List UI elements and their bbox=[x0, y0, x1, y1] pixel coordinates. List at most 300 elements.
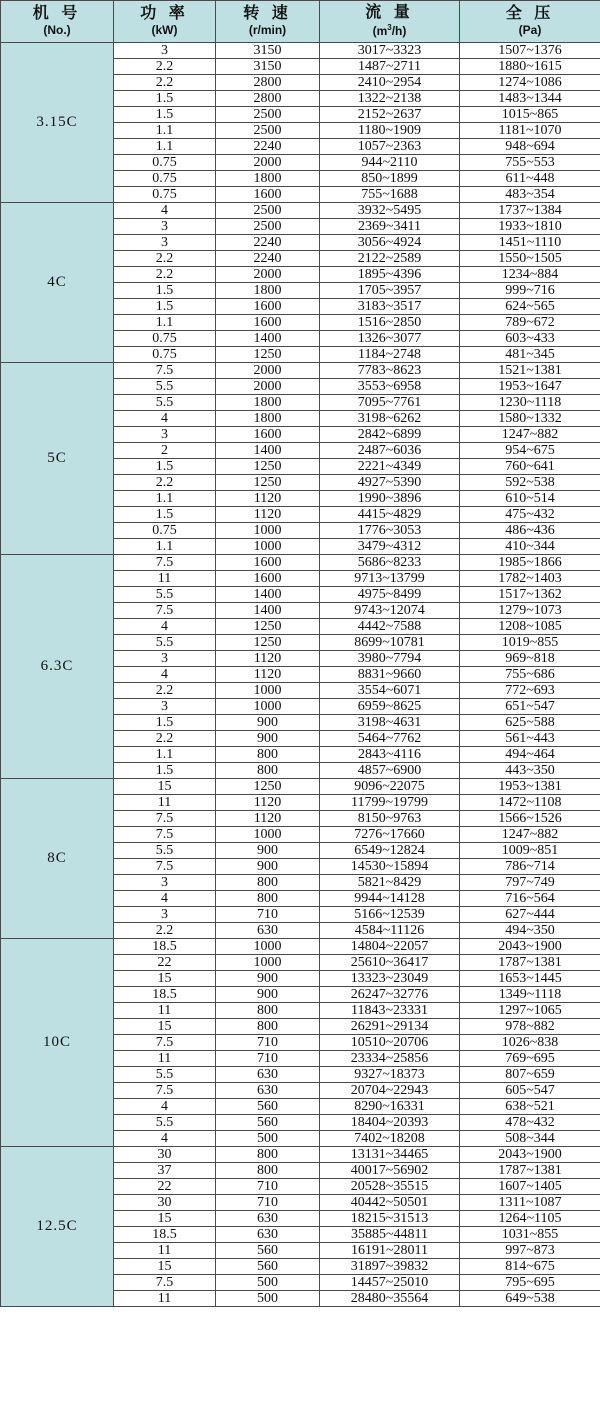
pressure-cell: 592~538 bbox=[460, 475, 600, 491]
airflow-cell: 1895~4396 bbox=[320, 267, 460, 283]
pressure-cell: 1234~884 bbox=[460, 267, 600, 283]
airflow-cell: 1990~3896 bbox=[320, 491, 460, 507]
header-unit: (r/min) bbox=[248, 22, 287, 37]
power-cell: 1.5 bbox=[114, 91, 216, 107]
pressure-cell: 1264~1105 bbox=[460, 1211, 600, 1227]
speed-cell: 1120 bbox=[216, 651, 320, 667]
pressure-cell: 1517~1362 bbox=[460, 587, 600, 603]
airflow-cell: 8831~9660 bbox=[320, 667, 460, 683]
airflow-cell: 4975~8499 bbox=[320, 587, 460, 603]
pressure-cell: 760~641 bbox=[460, 459, 600, 475]
airflow-cell: 9327~18373 bbox=[320, 1067, 460, 1083]
pressure-cell: 483~354 bbox=[460, 187, 600, 203]
airflow-cell: 7402~18208 bbox=[320, 1131, 460, 1147]
pressure-cell: 611~448 bbox=[460, 171, 600, 187]
speed-cell: 900 bbox=[216, 859, 320, 875]
header-unit: (kW) bbox=[151, 22, 178, 37]
pressure-cell: 486~436 bbox=[460, 523, 600, 539]
speed-cell: 1800 bbox=[216, 283, 320, 299]
pressure-cell: 443~350 bbox=[460, 763, 600, 779]
model-number-cell: 8C bbox=[1, 779, 114, 939]
speed-cell: 500 bbox=[216, 1275, 320, 1291]
power-cell: 7.5 bbox=[114, 1035, 216, 1051]
power-cell: 11 bbox=[114, 1291, 216, 1307]
speed-cell: 2800 bbox=[216, 75, 320, 91]
speed-cell: 2240 bbox=[216, 139, 320, 155]
pressure-cell: 610~514 bbox=[460, 491, 600, 507]
power-cell: 22 bbox=[114, 1179, 216, 1195]
pressure-cell: 795~695 bbox=[460, 1275, 600, 1291]
power-cell: 15 bbox=[114, 1259, 216, 1275]
model-number-cell: 3.15C bbox=[1, 43, 114, 203]
airflow-cell: 8290~16331 bbox=[320, 1099, 460, 1115]
pressure-cell: 1015~865 bbox=[460, 107, 600, 123]
power-cell: 22 bbox=[114, 955, 216, 971]
airflow-cell: 14804~22057 bbox=[320, 939, 460, 955]
airflow-cell: 5464~7762 bbox=[320, 731, 460, 747]
airflow-cell: 9096~22075 bbox=[320, 779, 460, 795]
airflow-cell: 3056~4924 bbox=[320, 235, 460, 251]
speed-cell: 630 bbox=[216, 923, 320, 939]
airflow-cell: 1322~2138 bbox=[320, 91, 460, 107]
power-cell: 4 bbox=[114, 411, 216, 427]
power-cell: 11 bbox=[114, 795, 216, 811]
airflow-cell: 8150~9763 bbox=[320, 811, 460, 827]
speed-cell: 1000 bbox=[216, 699, 320, 715]
speed-cell: 2240 bbox=[216, 251, 320, 267]
header-unit: (No.) bbox=[43, 22, 71, 37]
speed-cell: 630 bbox=[216, 1083, 320, 1099]
header-unit: (Pa) bbox=[518, 22, 542, 37]
speed-cell: 800 bbox=[216, 1003, 320, 1019]
airflow-cell: 20528~35515 bbox=[320, 1179, 460, 1195]
power-cell: 5.5 bbox=[114, 587, 216, 603]
airflow-cell: 4415~4829 bbox=[320, 507, 460, 523]
pressure-cell: 1607~1405 bbox=[460, 1179, 600, 1195]
power-cell: 0.75 bbox=[114, 155, 216, 171]
airflow-cell: 13131~34465 bbox=[320, 1147, 460, 1163]
airflow-cell: 3198~6262 bbox=[320, 411, 460, 427]
pressure-cell: 1311~1087 bbox=[460, 1195, 600, 1211]
pressure-cell: 478~432 bbox=[460, 1115, 600, 1131]
pressure-cell: 410~344 bbox=[460, 539, 600, 555]
power-cell: 3 bbox=[114, 907, 216, 923]
speed-cell: 2000 bbox=[216, 267, 320, 283]
pressure-cell: 1580~1332 bbox=[460, 411, 600, 427]
speed-cell: 1250 bbox=[216, 619, 320, 635]
power-cell: 7.5 bbox=[114, 603, 216, 619]
power-cell: 3 bbox=[114, 219, 216, 235]
power-cell: 2.2 bbox=[114, 75, 216, 91]
airflow-cell: 5821~8429 bbox=[320, 875, 460, 891]
pressure-cell: 1737~1384 bbox=[460, 203, 600, 219]
table-row bbox=[1, 939, 600, 955]
airflow-cell: 18215~31513 bbox=[320, 1211, 460, 1227]
airflow-cell: 1180~1909 bbox=[320, 123, 460, 139]
pressure-cell: 789~672 bbox=[460, 315, 600, 331]
power-cell: 3 bbox=[114, 699, 216, 715]
power-cell: 37 bbox=[114, 1163, 216, 1179]
pressure-cell: 1181~1070 bbox=[460, 123, 600, 139]
airflow-cell: 23334~25856 bbox=[320, 1051, 460, 1067]
header-airflow bbox=[320, 1, 460, 43]
pressure-cell: 1247~882 bbox=[460, 827, 600, 843]
pressure-cell: 481~345 bbox=[460, 347, 600, 363]
power-cell: 5.5 bbox=[114, 1115, 216, 1131]
power-cell: 7.5 bbox=[114, 555, 216, 571]
header-title: 全 压 bbox=[505, 5, 555, 23]
airflow-cell: 9944~14128 bbox=[320, 891, 460, 907]
model-number-cell: 5C bbox=[1, 363, 114, 555]
pressure-cell: 638~521 bbox=[460, 1099, 600, 1115]
pressure-cell: 1247~882 bbox=[460, 427, 600, 443]
power-cell: 15 bbox=[114, 1211, 216, 1227]
power-cell: 0.75 bbox=[114, 187, 216, 203]
power-cell: 5.5 bbox=[114, 635, 216, 651]
airflow-cell: 7276~17660 bbox=[320, 827, 460, 843]
table-row bbox=[1, 203, 600, 219]
airflow-cell: 2152~2637 bbox=[320, 107, 460, 123]
speed-cell: 2800 bbox=[216, 91, 320, 107]
power-cell: 3 bbox=[114, 651, 216, 667]
speed-cell: 500 bbox=[216, 1291, 320, 1307]
speed-cell: 800 bbox=[216, 763, 320, 779]
speed-cell: 800 bbox=[216, 875, 320, 891]
speed-cell: 710 bbox=[216, 1195, 320, 1211]
power-cell: 1.1 bbox=[114, 539, 216, 555]
pressure-cell: 1451~1110 bbox=[460, 235, 600, 251]
speed-cell: 1000 bbox=[216, 523, 320, 539]
speed-cell: 900 bbox=[216, 731, 320, 747]
pressure-cell: 1953~1381 bbox=[460, 779, 600, 795]
pressure-cell: 969~818 bbox=[460, 651, 600, 667]
airflow-cell: 2122~2589 bbox=[320, 251, 460, 267]
pressure-cell: 1208~1085 bbox=[460, 619, 600, 635]
airflow-cell: 1776~3053 bbox=[320, 523, 460, 539]
airflow-cell: 5166~12539 bbox=[320, 907, 460, 923]
speed-cell: 1600 bbox=[216, 427, 320, 443]
power-cell: 1.5 bbox=[114, 107, 216, 123]
speed-cell: 1250 bbox=[216, 779, 320, 795]
airflow-cell: 3932~5495 bbox=[320, 203, 460, 219]
speed-cell: 2500 bbox=[216, 123, 320, 139]
airflow-cell: 1184~2748 bbox=[320, 347, 460, 363]
power-cell: 2.2 bbox=[114, 475, 216, 491]
power-cell: 4 bbox=[114, 1131, 216, 1147]
pressure-cell: 1933~1810 bbox=[460, 219, 600, 235]
airflow-cell: 1705~3957 bbox=[320, 283, 460, 299]
pressure-cell: 716~564 bbox=[460, 891, 600, 907]
pressure-cell: 1297~1065 bbox=[460, 1003, 600, 1019]
pressure-cell: 1653~1445 bbox=[460, 971, 600, 987]
power-cell: 15 bbox=[114, 1019, 216, 1035]
pressure-cell: 948~694 bbox=[460, 139, 600, 155]
power-cell: 0.75 bbox=[114, 171, 216, 187]
table-row bbox=[1, 555, 600, 571]
power-cell: 11 bbox=[114, 1051, 216, 1067]
airflow-cell: 35885~44811 bbox=[320, 1227, 460, 1243]
airflow-cell: 26247~32776 bbox=[320, 987, 460, 1003]
airflow-cell: 11799~19799 bbox=[320, 795, 460, 811]
power-cell: 15 bbox=[114, 779, 216, 795]
pressure-cell: 494~464 bbox=[460, 747, 600, 763]
speed-cell: 630 bbox=[216, 1067, 320, 1083]
airflow-cell: 13323~23049 bbox=[320, 971, 460, 987]
airflow-cell: 944~2110 bbox=[320, 155, 460, 171]
power-cell: 30 bbox=[114, 1147, 216, 1163]
header-speed bbox=[216, 1, 320, 43]
pressure-cell: 1566~1526 bbox=[460, 811, 600, 827]
speed-cell: 2500 bbox=[216, 107, 320, 123]
airflow-cell: 9743~12074 bbox=[320, 603, 460, 619]
speed-cell: 900 bbox=[216, 987, 320, 1003]
speed-cell: 1400 bbox=[216, 331, 320, 347]
speed-cell: 1120 bbox=[216, 811, 320, 827]
header-title: 机 号 bbox=[32, 5, 82, 23]
airflow-cell: 1487~2711 bbox=[320, 59, 460, 75]
airflow-cell: 3479~4312 bbox=[320, 539, 460, 555]
header-model-number bbox=[1, 1, 114, 43]
speed-cell: 1000 bbox=[216, 955, 320, 971]
pressure-cell: 603~433 bbox=[460, 331, 600, 347]
power-cell: 2.2 bbox=[114, 251, 216, 267]
pressure-cell: 997~873 bbox=[460, 1243, 600, 1259]
power-cell: 2.2 bbox=[114, 267, 216, 283]
power-cell: 1.1 bbox=[114, 139, 216, 155]
speed-cell: 1000 bbox=[216, 827, 320, 843]
airflow-cell: 4584~11126 bbox=[320, 923, 460, 939]
pressure-cell: 978~882 bbox=[460, 1019, 600, 1035]
speed-cell: 800 bbox=[216, 1147, 320, 1163]
airflow-cell: 10510~20706 bbox=[320, 1035, 460, 1051]
airflow-cell: 26291~29134 bbox=[320, 1019, 460, 1035]
power-cell: 1.1 bbox=[114, 747, 216, 763]
pressure-cell: 627~444 bbox=[460, 907, 600, 923]
speed-cell: 560 bbox=[216, 1099, 320, 1115]
speed-cell: 1600 bbox=[216, 315, 320, 331]
speed-cell: 1600 bbox=[216, 555, 320, 571]
power-cell: 4 bbox=[114, 619, 216, 635]
power-cell: 2.2 bbox=[114, 731, 216, 747]
airflow-cell: 2487~6036 bbox=[320, 443, 460, 459]
power-cell: 1.5 bbox=[114, 715, 216, 731]
power-cell: 7.5 bbox=[114, 811, 216, 827]
table-header bbox=[1, 1, 600, 43]
airflow-cell: 4927~5390 bbox=[320, 475, 460, 491]
power-cell: 11 bbox=[114, 1003, 216, 1019]
pressure-cell: 1349~1118 bbox=[460, 987, 600, 1003]
speed-cell: 800 bbox=[216, 891, 320, 907]
speed-cell: 1120 bbox=[216, 507, 320, 523]
airflow-cell: 40017~56902 bbox=[320, 1163, 460, 1179]
power-cell: 18.5 bbox=[114, 939, 216, 955]
speed-cell: 3150 bbox=[216, 43, 320, 59]
model-number-cell: 12.5C bbox=[1, 1147, 114, 1307]
airflow-cell: 4857~6900 bbox=[320, 763, 460, 779]
speed-cell: 710 bbox=[216, 1051, 320, 1067]
airflow-cell: 6959~8625 bbox=[320, 699, 460, 715]
power-cell: 4 bbox=[114, 1099, 216, 1115]
airflow-cell: 2410~2954 bbox=[320, 75, 460, 91]
airflow-cell: 14457~25010 bbox=[320, 1275, 460, 1291]
speed-cell: 710 bbox=[216, 1179, 320, 1195]
pressure-cell: 1019~855 bbox=[460, 635, 600, 651]
speed-cell: 1400 bbox=[216, 587, 320, 603]
airflow-cell: 31897~39832 bbox=[320, 1259, 460, 1275]
unit-suffix: /h) bbox=[391, 23, 407, 38]
power-cell: 2.2 bbox=[114, 683, 216, 699]
airflow-cell: 40442~50501 bbox=[320, 1195, 460, 1211]
power-cell: 18.5 bbox=[114, 1227, 216, 1243]
airflow-cell: 850~1899 bbox=[320, 171, 460, 187]
pressure-cell: 999~716 bbox=[460, 283, 600, 299]
power-cell: 11 bbox=[114, 1243, 216, 1259]
table-row bbox=[1, 1147, 600, 1163]
airflow-cell: 14530~15894 bbox=[320, 859, 460, 875]
pressure-cell: 625~588 bbox=[460, 715, 600, 731]
airflow-cell: 7783~8623 bbox=[320, 363, 460, 379]
pressure-cell: 797~749 bbox=[460, 875, 600, 891]
speed-cell: 1250 bbox=[216, 635, 320, 651]
header-title: 功 率 bbox=[140, 5, 189, 23]
airflow-cell: 755~1688 bbox=[320, 187, 460, 203]
airflow-cell: 2221~4349 bbox=[320, 459, 460, 475]
speed-cell: 3150 bbox=[216, 59, 320, 75]
pressure-cell: 651~547 bbox=[460, 699, 600, 715]
power-cell: 1.5 bbox=[114, 507, 216, 523]
airflow-cell: 6549~12824 bbox=[320, 843, 460, 859]
power-cell: 1.5 bbox=[114, 283, 216, 299]
airflow-cell: 25610~36417 bbox=[320, 955, 460, 971]
pressure-cell: 605~547 bbox=[460, 1083, 600, 1099]
pressure-cell: 508~344 bbox=[460, 1131, 600, 1147]
pressure-cell: 1279~1073 bbox=[460, 603, 600, 619]
speed-cell: 800 bbox=[216, 1163, 320, 1179]
pressure-cell: 1483~1344 bbox=[460, 91, 600, 107]
pressure-cell: 1026~838 bbox=[460, 1035, 600, 1051]
power-cell: 5.5 bbox=[114, 395, 216, 411]
pressure-cell: 772~693 bbox=[460, 683, 600, 699]
header-power bbox=[114, 1, 216, 43]
speed-cell: 1120 bbox=[216, 491, 320, 507]
table-row bbox=[1, 43, 600, 59]
header-title: 转 速 bbox=[243, 5, 292, 23]
pressure-cell: 1985~1866 bbox=[460, 555, 600, 571]
power-cell: 30 bbox=[114, 1195, 216, 1211]
speed-cell: 2000 bbox=[216, 155, 320, 171]
speed-cell: 1250 bbox=[216, 347, 320, 363]
power-cell: 0.75 bbox=[114, 347, 216, 363]
pressure-cell: 1521~1381 bbox=[460, 363, 600, 379]
airflow-cell: 16191~28011 bbox=[320, 1243, 460, 1259]
pressure-cell: 1880~1615 bbox=[460, 59, 600, 75]
airflow-cell: 1516~2850 bbox=[320, 315, 460, 331]
pressure-cell: 1550~1505 bbox=[460, 251, 600, 267]
pressure-cell: 1787~1381 bbox=[460, 1163, 600, 1179]
speed-cell: 710 bbox=[216, 907, 320, 923]
speed-cell: 2000 bbox=[216, 379, 320, 395]
power-cell: 3 bbox=[114, 875, 216, 891]
header-row bbox=[1, 1, 600, 43]
speed-cell: 560 bbox=[216, 1115, 320, 1131]
speed-cell: 800 bbox=[216, 1019, 320, 1035]
airflow-cell: 28480~35564 bbox=[320, 1291, 460, 1307]
airflow-cell: 18404~20393 bbox=[320, 1115, 460, 1131]
speed-cell: 1800 bbox=[216, 411, 320, 427]
speed-cell: 560 bbox=[216, 1243, 320, 1259]
speed-cell: 1400 bbox=[216, 603, 320, 619]
pressure-cell: 1507~1376 bbox=[460, 43, 600, 59]
power-cell: 1.1 bbox=[114, 123, 216, 139]
table-row bbox=[1, 363, 600, 379]
pressure-cell: 624~565 bbox=[460, 299, 600, 315]
speed-cell: 1600 bbox=[216, 187, 320, 203]
pressure-cell: 1782~1403 bbox=[460, 571, 600, 587]
speed-cell: 710 bbox=[216, 1035, 320, 1051]
power-cell: 0.75 bbox=[114, 331, 216, 347]
power-cell: 15 bbox=[114, 971, 216, 987]
pressure-cell: 769~695 bbox=[460, 1051, 600, 1067]
model-number-cell: 6.3C bbox=[1, 555, 114, 779]
pressure-cell: 814~675 bbox=[460, 1259, 600, 1275]
model-number-cell: 4C bbox=[1, 203, 114, 363]
power-cell: 3 bbox=[114, 235, 216, 251]
airflow-cell: 5686~8233 bbox=[320, 555, 460, 571]
table-body bbox=[1, 43, 600, 1307]
speed-cell: 1120 bbox=[216, 795, 320, 811]
airflow-cell: 9713~13799 bbox=[320, 571, 460, 587]
speed-cell: 630 bbox=[216, 1227, 320, 1243]
speed-cell: 630 bbox=[216, 1211, 320, 1227]
airflow-cell: 3980~7794 bbox=[320, 651, 460, 667]
speed-cell: 500 bbox=[216, 1131, 320, 1147]
header-title: 流 量 bbox=[365, 4, 414, 22]
unit-prefix: (m bbox=[372, 23, 388, 38]
power-cell: 2.2 bbox=[114, 923, 216, 939]
pressure-cell: 1787~1381 bbox=[460, 955, 600, 971]
header-unit bbox=[320, 23, 459, 39]
power-cell: 1.5 bbox=[114, 763, 216, 779]
pressure-cell: 1031~855 bbox=[460, 1227, 600, 1243]
pressure-cell: 649~538 bbox=[460, 1291, 600, 1307]
airflow-cell: 3553~6958 bbox=[320, 379, 460, 395]
airflow-cell: 2842~6899 bbox=[320, 427, 460, 443]
power-cell: 4 bbox=[114, 203, 216, 219]
airflow-cell: 3554~6071 bbox=[320, 683, 460, 699]
pressure-cell: 475~432 bbox=[460, 507, 600, 523]
airflow-cell: 8699~10781 bbox=[320, 635, 460, 651]
airflow-cell: 1057~2363 bbox=[320, 139, 460, 155]
power-cell: 11 bbox=[114, 571, 216, 587]
power-cell: 5.5 bbox=[114, 843, 216, 859]
speed-cell: 1000 bbox=[216, 939, 320, 955]
pressure-cell: 2043~1900 bbox=[460, 939, 600, 955]
speed-cell: 2500 bbox=[216, 219, 320, 235]
power-cell: 7.5 bbox=[114, 827, 216, 843]
speed-cell: 1600 bbox=[216, 571, 320, 587]
power-cell: 7.5 bbox=[114, 1275, 216, 1291]
table-row bbox=[1, 779, 600, 795]
airflow-cell: 2369~3411 bbox=[320, 219, 460, 235]
pressure-cell: 786~714 bbox=[460, 859, 600, 875]
airflow-cell: 3198~4631 bbox=[320, 715, 460, 731]
speed-cell: 1120 bbox=[216, 667, 320, 683]
pressure-cell: 1009~851 bbox=[460, 843, 600, 859]
pressure-cell: 954~675 bbox=[460, 443, 600, 459]
power-cell: 1.5 bbox=[114, 299, 216, 315]
power-cell: 3 bbox=[114, 427, 216, 443]
power-cell: 2.2 bbox=[114, 59, 216, 75]
